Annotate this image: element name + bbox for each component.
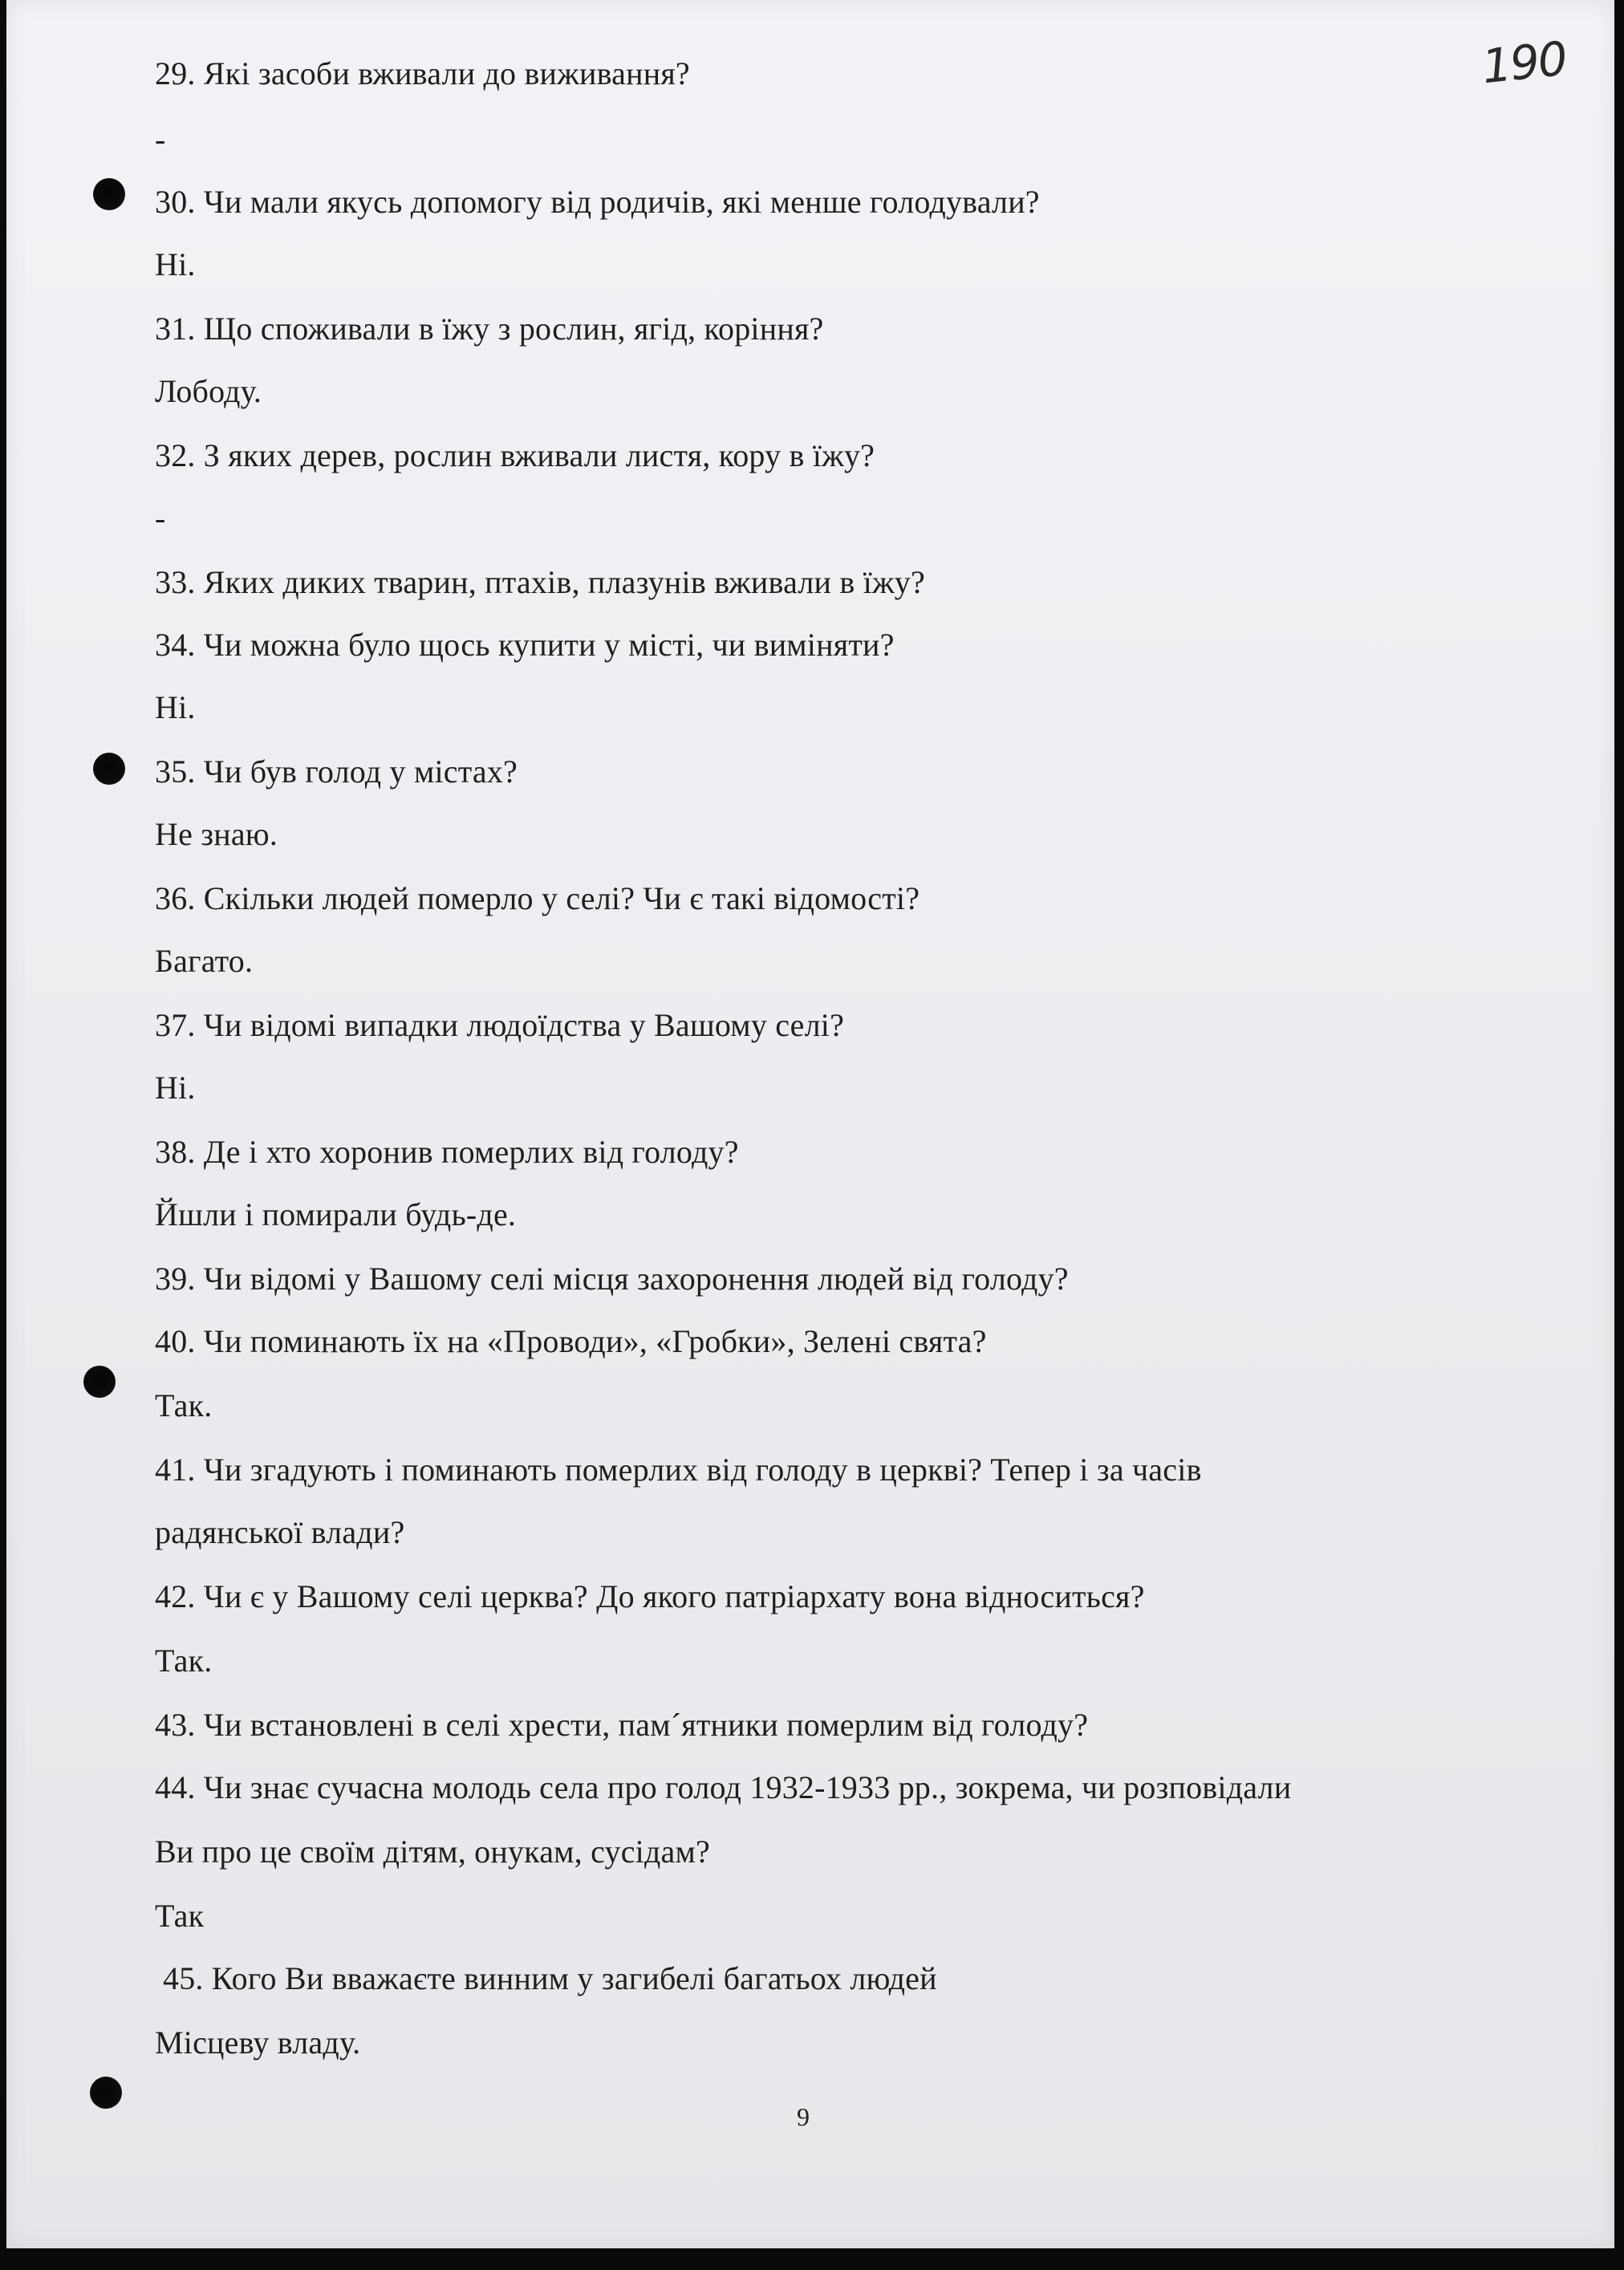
punch-hole bbox=[93, 753, 125, 785]
question-39: 39. Чи відомі у Вашому селі місця захоронення людей від голоду? bbox=[155, 1261, 1069, 1297]
question-42: 42. Чи є у Вашому селі церква? До якого патріархату вона відноситься? bbox=[155, 1578, 1145, 1614]
question-43: 43. Чи встановлені в селі хрести, пам´ятники померлим від голоду? bbox=[155, 1707, 1089, 1743]
handwritten-page-number: 190 bbox=[1480, 30, 1569, 95]
answer-38: Йшли і помирали будь-де. bbox=[155, 1196, 517, 1232]
document-page bbox=[6, 0, 1614, 2248]
question-35: 35. Чи був голод у містах? bbox=[155, 753, 518, 790]
answer-44: Так bbox=[155, 1898, 205, 1934]
answer-37: Ні. bbox=[155, 1070, 196, 1106]
question-33: 33. Яких диких тварин, птахів, плазунів вживали в їжу? bbox=[155, 564, 925, 600]
question-41: 41. Чи згадують і поминають померлих від голоду в церкві? Тепер і за часів bbox=[155, 1452, 1202, 1488]
answer-35: Не знаю. bbox=[155, 816, 278, 852]
question-34: 34. Чи можна було щось купити у місті, чи виміняти? bbox=[155, 627, 895, 663]
question-36: 36. Скільки людей померло у селі? Чи є такі відомості? bbox=[155, 880, 920, 916]
punch-hole bbox=[90, 2077, 122, 2109]
question-31: 31. Що споживали в їжу з рослин, ягід, коріння? bbox=[155, 311, 824, 347]
answer-42: Так. bbox=[155, 1643, 213, 1679]
question-44: 44. Чи знає сучасна молодь села про голод 1932-1933 рр., зокрема, чи розповідали bbox=[155, 1769, 1292, 1805]
question-30: 30. Чи мали якусь допомогу від родичів, які менше голодували? bbox=[155, 184, 1040, 220]
answer-40: Так. bbox=[155, 1387, 213, 1423]
page-number: 9 bbox=[797, 2102, 810, 2131]
question-41-continued: радянської влади? bbox=[155, 1514, 405, 1550]
punch-hole bbox=[93, 178, 125, 210]
answer-29: - bbox=[155, 121, 166, 157]
answer-45: Місцеву владу. bbox=[155, 2024, 361, 2061]
question-38: 38. Де і хто хоронив померлих від голоду? bbox=[155, 1134, 739, 1170]
question-37: 37. Чи відомі випадки людоїдства у Вашому селі? bbox=[155, 1007, 845, 1043]
answer-34: Ні. bbox=[155, 689, 196, 725]
answer-31: Лободу. bbox=[155, 373, 262, 409]
question-29: 29. Які засоби вживали до виживання? bbox=[155, 55, 690, 91]
question-32: 32. З яких дерев, рослин вживали листя, кору в їжу? bbox=[155, 437, 875, 473]
punch-hole bbox=[83, 1366, 116, 1398]
answer-32: - bbox=[155, 500, 166, 536]
question-40: 40. Чи поминають їх на «Проводи», «Гробки», Зелені свята? bbox=[155, 1323, 987, 1359]
answer-36: Багато. bbox=[155, 943, 254, 979]
question-45: 45. Кого Ви вважаєте винним у загибелі багатьох людей bbox=[163, 1960, 937, 1996]
question-44-continued: Ви про це своїм дітям, онукам, сусідам? bbox=[155, 1833, 710, 1870]
answer-30: Ні. bbox=[155, 246, 196, 282]
